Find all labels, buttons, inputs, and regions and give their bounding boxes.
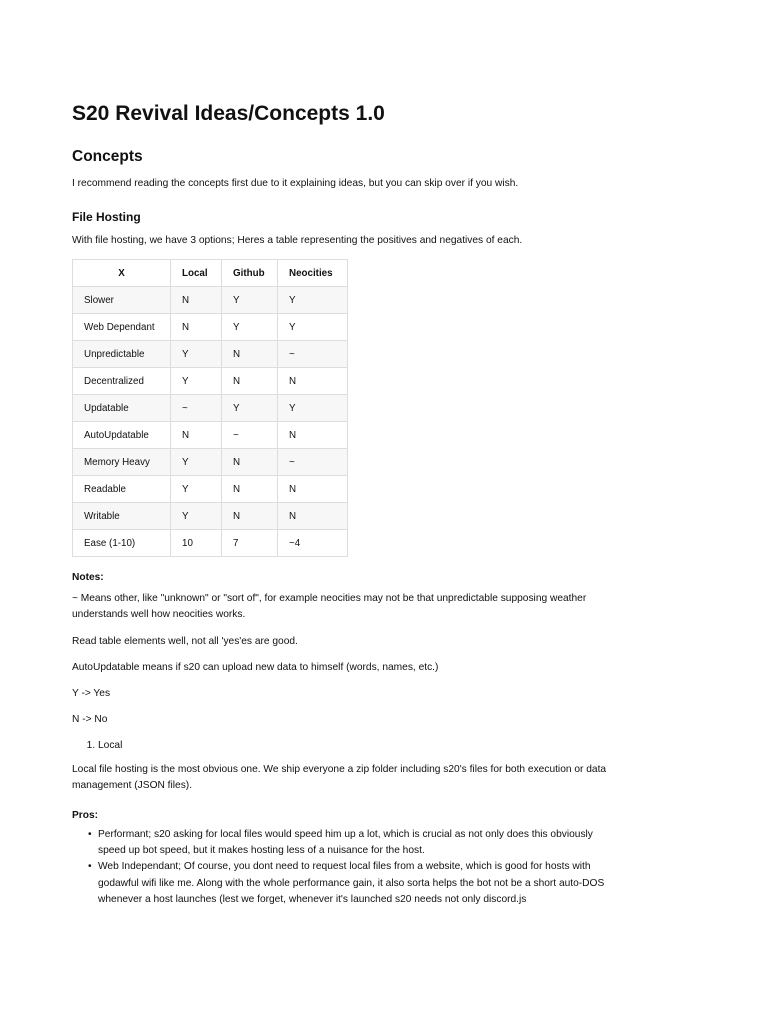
table-cell: N [171,422,222,449]
table-cell: N [278,503,348,530]
comparison-table [72,259,348,557]
notes-label: Notes: [72,572,104,583]
table-cell: Y [171,503,222,530]
table-header-cell: Neocities [278,260,348,287]
subsection-heading-file-hosting: File Hosting [72,210,141,224]
table-cell: N [222,341,278,368]
table-cell: Y [171,341,222,368]
ordered-list [72,738,122,754]
intro-paragraph: I recommend reading the concepts first due to it explaining ideas, but you can skip over if you wish. [72,178,519,189]
pros-list [72,827,612,908]
table-row [73,395,348,422]
table-cell: Unpredictable [73,341,171,368]
table-cell: N [278,422,348,449]
table-cell: Slower [73,287,171,314]
table-cell: Y [222,314,278,341]
table-cell: Writable [73,503,171,530]
table-row [73,449,348,476]
note-paragraph: Y -> Yes [72,688,111,699]
table-cell: ~ [278,341,348,368]
table-cell: Y [278,287,348,314]
table-cell: ~4 [278,530,348,557]
table-row [73,476,348,503]
table-cell: Ease (1-10) [73,530,171,557]
list-item-text: Web Independant; Of course, you dont need to request local files from a website, which is good for hosts with godawful wifi like me. Along with the whole performance gain, it also sorta helps the bot not be a short auto-DOS whenever a host launches (lest we forget, whenever it's launched s20 needs not only discord.js [98,861,605,905]
table-cell: ~ [278,449,348,476]
table-cell: N [171,314,222,341]
table-cell: Y [278,395,348,422]
note-paragraph: AutoUpdatable means if s20 can upload new data to himself (words, names, etc.) [72,662,439,673]
table-cell: Decentralized [73,368,171,395]
table-row [73,341,348,368]
table-cell: 7 [222,530,278,557]
table-cell: N [278,368,348,395]
table-row [73,422,348,449]
table-cell: ~ [222,422,278,449]
table-cell: Memory Heavy [73,449,171,476]
table-header-cell: Github [222,260,278,287]
table-cell: N [278,476,348,503]
list-item-text: Performant; s20 asking for local files would speed him up a lot, which is crucial as not only does this obviously speed up bot speed, but it makes hosting less of a nuisance for the host. [98,829,593,857]
table-cell: N [222,449,278,476]
table-cell: N [222,368,278,395]
table-cell: Readable [73,476,171,503]
table-row [73,314,348,341]
table-cell: Y [278,314,348,341]
table-header-cell: Local [171,260,222,287]
table-cell: Web Dependant [73,314,171,341]
table-header-row [73,260,348,287]
list-item [88,827,612,859]
section-heading-concepts: Concepts [72,148,143,165]
pros-label: Pros: [72,810,99,821]
bullet-icon: • [88,829,92,840]
table-row [73,368,348,395]
note-paragraph: ~ Means other, like "unknown" or "sort of", for example neocities may not be that unpredictable supposing weather understands well how neocities works. [72,593,587,620]
table-header-cell: X [73,260,171,287]
local-description: Local file hosting is the most obvious one. We ship everyone a zip folder including s20's files for both execution or data management (JSON files). [72,764,607,791]
table-cell: N [222,476,278,503]
table-row [73,530,348,557]
table-cell: ~ [171,395,222,422]
table-cell: Y [171,476,222,503]
table-cell: AutoUpdatable [73,422,171,449]
document-title: S20 Revival Ideas/Concepts 1.0 [72,102,385,125]
list-item: 1. Local [98,738,122,754]
table-cell: 10 [171,530,222,557]
list-item [88,859,612,908]
note-paragraph: N -> No [72,714,108,725]
table-row [73,503,348,530]
table-cell: N [222,503,278,530]
table-cell: Y [222,395,278,422]
table-cell: N [171,287,222,314]
table-cell: Y [222,287,278,314]
table-cell: Y [171,449,222,476]
note-paragraph: Read table elements well, not all 'yes'es are good. [72,636,298,647]
bullet-icon: • [88,861,92,873]
table-cell: Y [171,368,222,395]
table-row [73,287,348,314]
table-cell: Updatable [73,395,171,422]
table-intro-paragraph: With file hosting, we have 3 options; Heres a table representing the positives and negatives of each. [72,235,523,246]
